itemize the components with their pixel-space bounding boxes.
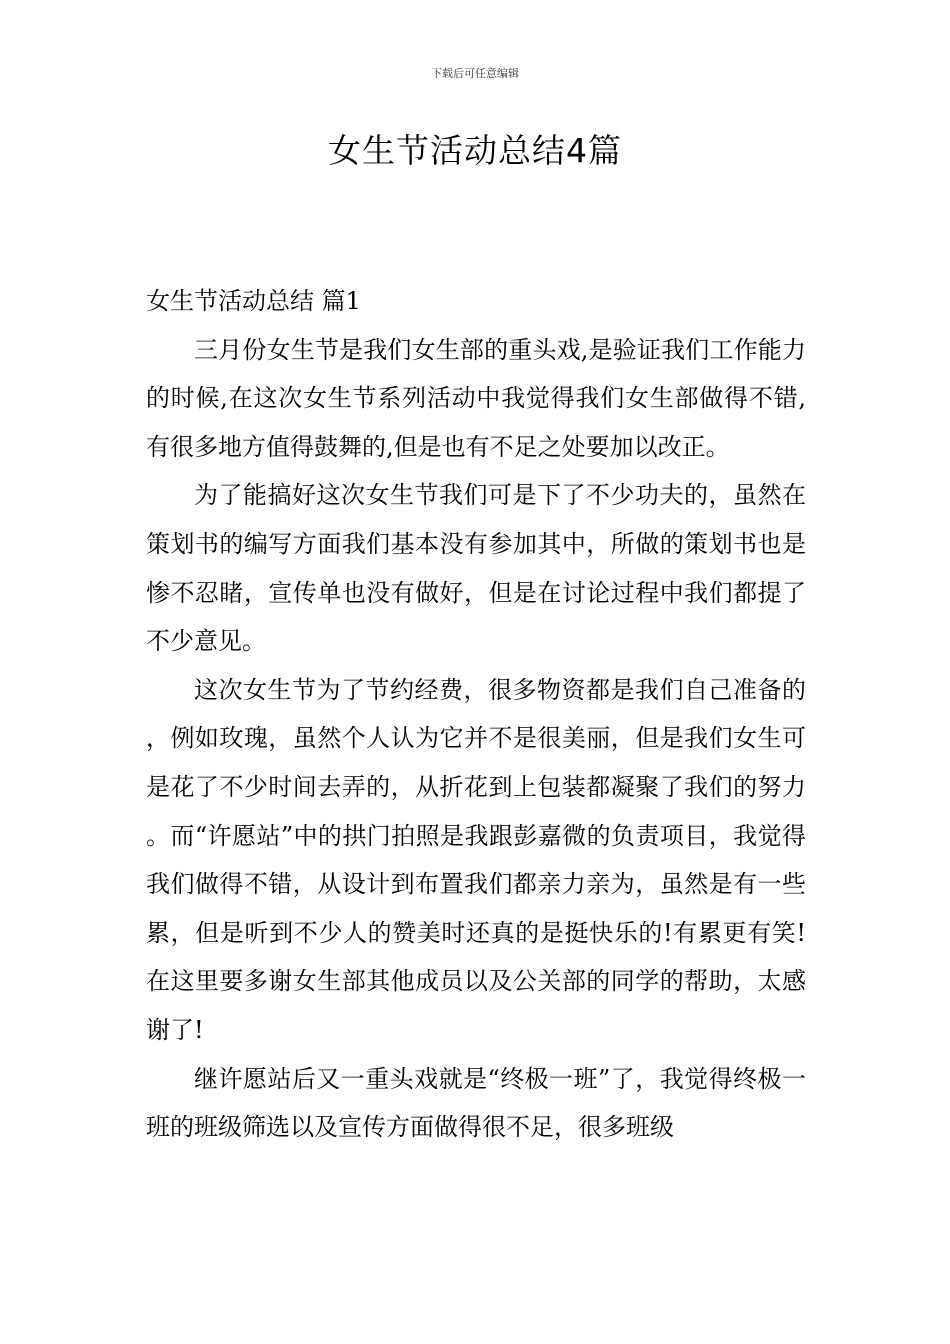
document-body xyxy=(146,277,806,1152)
paragraph-1: 三月份女生节是我们女生部的重头戏,是验证我们工作能力的时候,在这次女生节系列活动中我觉得我们女生部做得不错,有很多地方值得鼓舞的,但是也有不足之处要加以改正。 xyxy=(146,335,806,461)
section-heading: 女生节活动总结 篇1 xyxy=(146,287,361,315)
paragraph-4: 继许愿站后又一重头戏就是“终极一班”了，我觉得终极一班的班级筛选以及宣传方面做得很不足，很多班级 xyxy=(146,1064,806,1142)
paragraph-3: 这次女生节为了节约经费，很多物资都是我们自己准备的，例如玫瑰，虽然个人认为它并不是很美丽，但是我们女生可是花了不少时间去弄的，从折花到上包装都凝聚了我们的努力。而“许愿站”中的拱门拍照是我跟彭嘉微的负责项目，我觉得我们做得不错，从设计到布置我们都亲力亲为，虽然是有一些累，但是听到不少人的赞美时还真的是挺快乐的!有累更有笑!在这里要多谢女生部其他成员以及公关部的同学的帮助，太感谢了! xyxy=(146,675,806,1044)
document-title: 女生节活动总结4篇 xyxy=(328,131,622,170)
paragraph-2: 为了能搞好这次女生节我们可是下了不少功夫的，虽然在策划书的编写方面我们基本没有参加其中，所做的策划书也是惨不忍睹，宣传单也没有做好，但是在讨论过程中我们都提了不少意见。 xyxy=(146,481,806,656)
header-note: 下载后可任意编辑 xyxy=(431,67,519,80)
